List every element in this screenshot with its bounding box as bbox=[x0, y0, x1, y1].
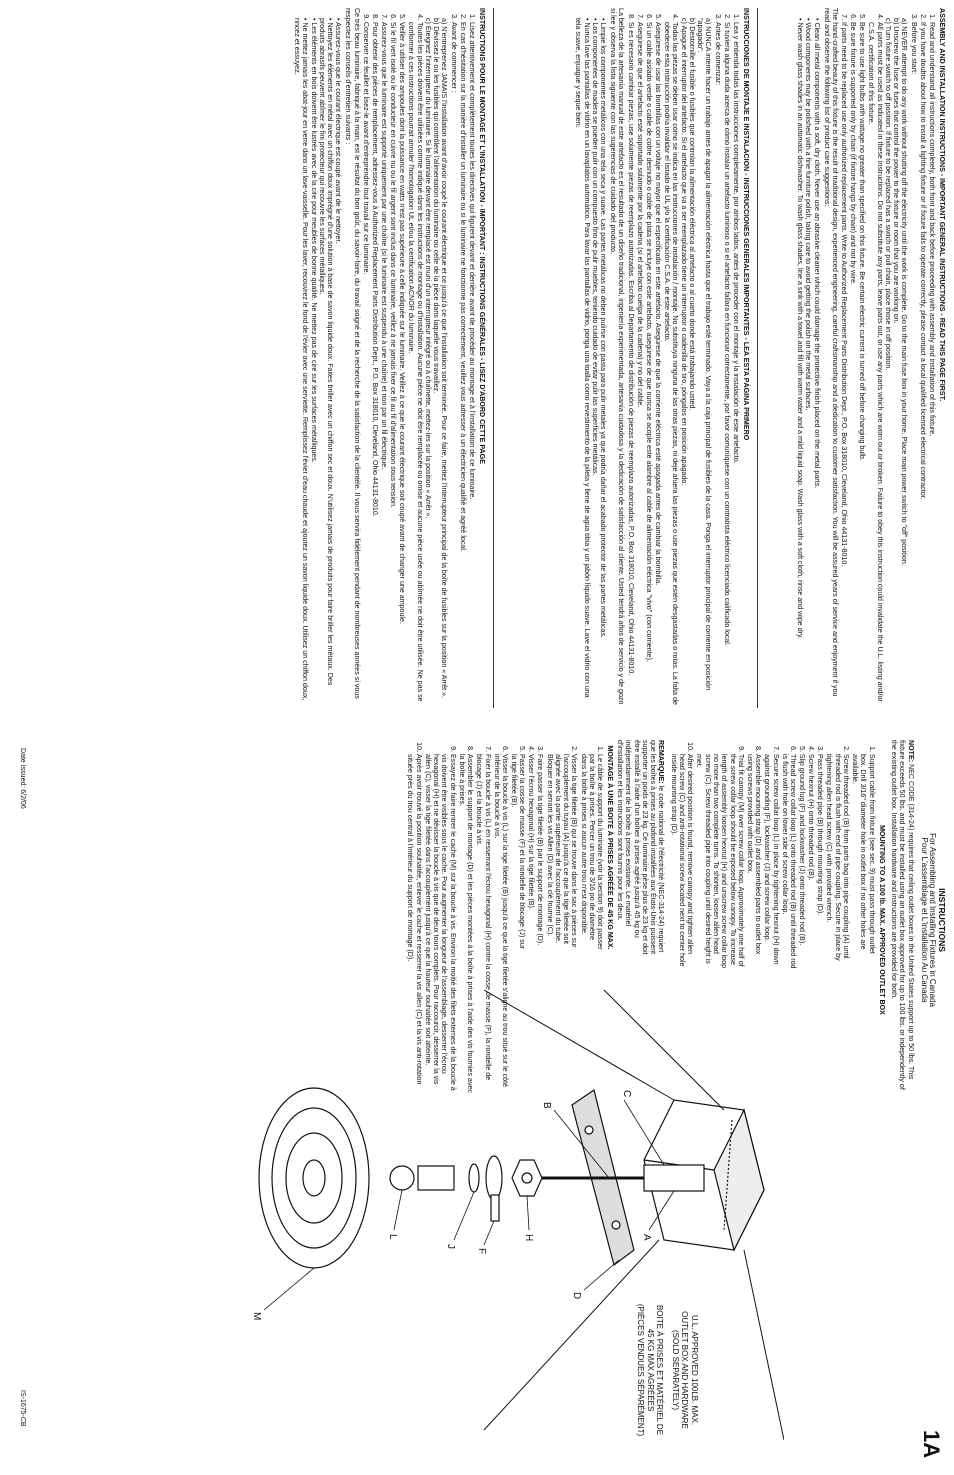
list-item: 3. Avant de commencer : bbox=[449, 22, 457, 708]
list-item: c) Apague el interruptor del artefacto. Si el artefacto que va a ser reemplazado tiene un interruptor o cadenilla de tiro, póngalos en posición apagado. bbox=[679, 18, 688, 486]
list-item: 9. Trial fit canopy (M) over screw collar loop. Approximately one half of the screw collar loop should be exposed below canopy. To increase length of assembly loosen hexnut (H) and unscrew screw collar loop no more than two complete turns. To shorten, loosen allen head screw (C). Screw threaded pipe into coupling until desired height is met. bbox=[695, 754, 745, 969]
list-item: 1. Lea y entienda todas las instrucciones completamente, por ambos lados, antes de proceder con el montaje y la instalación de este artefacto. bbox=[731, 22, 739, 708]
english-section bbox=[796, 8, 946, 708]
list-item: 3. Before you start: bbox=[909, 22, 917, 708]
list-item: 5. Be sure to use light bulbs with wattage no greater than specified on this fixture. Be certain electric current is turned off before changing bulb. bbox=[858, 22, 866, 708]
list-item: 6. Si le fil vert isolé ou le conducteur en cuivre nu ou le fil argent sont inclus dans ce luminaire, veillez à ne jamais fixer ce fil au fil d'alimentation sous tension. bbox=[389, 22, 397, 708]
screw-collar-loop bbox=[390, 1166, 454, 1190]
list-item: 5. Slip ground lug (F) and lockwasher (J) onto threaded rod (B). bbox=[798, 754, 806, 969]
list-item: b) Dévissez le ou les fusibles qui contrôlent l'alimentation du luminaire ou celle de la pièce dans laquelle vous travaillez. bbox=[432, 18, 441, 394]
list-item: 4. Toutes les pièces doivent être utilisées comme indiqué dans les instructions de montage ou d'installation. Aucune pièce ne doit être remplacée ou omise et aucune pièce usée ou abîmée ne doit être utilisée. Ne pas se conformer à ces instructions pourrait annuler l'homologation UL et/ou la certification ACNOR du luminaire. bbox=[407, 22, 424, 708]
list-item: 4. Screw hexnut (H) onto threaded rod (B). bbox=[807, 754, 815, 969]
divider bbox=[757, 8, 758, 708]
list-item: • Les éléments en bois doivent être lustrés avec de la cire pour meubles de bonne qualité. Ne mettez pas de cire sur les surfaces métalliques. bbox=[309, 18, 318, 463]
list-item: 8. Assemble mounting strap (D) and assembled parts to outlet box using screws provided with outlet box. bbox=[746, 754, 763, 969]
list-item: • Assurez-vous que le courant électrique est coupé avant de le nettoyer. bbox=[334, 18, 343, 244]
label-j: J bbox=[445, 1244, 456, 1249]
list-item: 7. If parts need to be replaced use only authorized replacement parts. Write to Authorized Replacement Parts Distribution Dept., P.O. Box 318010, Cleveland, Ohio 44131-8010. bbox=[840, 22, 848, 708]
list-item: 1. Lisez attentivement et complètement toutes les directives qui figurent devant et derrière avant de procéder au montage et à l'installation de ce luminaire. bbox=[467, 22, 475, 708]
list-item: a) N'entreprenez JAMAIS l'installation avant d'avoir coupé le courant électrique et ce jusqu'à ce que l'installation soit terminée. Pour ce faire, mettez l'interrupteur principal de la boîte de fusibles sur la position « Arrêt ». bbox=[440, 18, 449, 699]
doc-code: IS-1675-CB bbox=[19, 1390, 26, 1427]
callout-line: 45 KG MAX AGRÉÉES bbox=[646, 1328, 655, 1412]
spanish-items-2 bbox=[626, 8, 679, 708]
callout-line: U.L. APPROVED 100LB. MAX. bbox=[690, 1314, 699, 1426]
list-item: 8. Assembler le support de montage (D) et les pièces montées à la boîte à prises à l'aide des vis fournies avec la boîte à prises. bbox=[458, 754, 475, 1100]
spanish-items bbox=[713, 8, 739, 708]
list-item: c) Éteignez l'interrupteur du luminaire. Si le luminaire devant être remplacé est muni d'un interrupteur intégré ou à chaînette, mettez-les sur la position « Arrêt ». bbox=[423, 18, 432, 519]
list-item: 1. Read and understand all instructions completely, both front and back before proceeding with assembly and installation of this fixture. bbox=[927, 22, 935, 708]
callout-line: BOITE À PRISES ET MATÉRIEL DE bbox=[655, 1304, 665, 1436]
note-label: NOTE: bbox=[906, 740, 915, 763]
list-item: 3. Faire passer la tige filetée (B) par le support de montage (D). bbox=[536, 754, 544, 954]
english-heading: ASSEMBLY AND INSTALLATION INSTRUCTIONS - IMPORTANT GENERAL INSTRUCTIONS - READ THIS PAGE FIRST. bbox=[938, 8, 946, 402]
list-item: • Ne mettez jamais les abat-jour en verre dans un lave-vaisselle. Pour les laver, recouvrez le fond de l'évier avec une serviette. Remplissez l'évier d'eau chaude et ajoutez un savon liquide doux. Utilisez un chiffon doux, rincez et essuyez. bbox=[293, 18, 310, 701]
french-items bbox=[449, 8, 475, 708]
list-item: 7. Assurez-vous que le luminaire est supporté uniquement par une chaîne (si le luminaire est suspendu à une chaîne) et non par un fil électrique. bbox=[380, 22, 388, 708]
canopy bbox=[259, 1088, 369, 1268]
spanish-heading: INSTRUCCIONES DE MONTAJE E INSTALACION - INSTRUCCIONES GENERALES IMPORTANTES - LEA ESTA PÁGINA PRIMERO bbox=[742, 8, 750, 441]
list-item: 4. Visser l'écrou hexagonal (H) sur la tige filetée (B). bbox=[527, 754, 535, 954]
list-item: 4. All parts must be used as indicated in these instructions. Do not substitute any parts, leave parts out, or use any parts which are worn out or broken. Failure to obey this instruction could invalidate the U.L. listing and/or C.S.A. certification of this fixture. bbox=[867, 22, 884, 708]
page-number: 1A bbox=[919, 1430, 944, 1459]
list-item: 2. Visser la tige filetée (B) qui se trouve dans le sac à pièces sur l'accouplement du tuyau (A) jusqu'à ce que la tige filetée soit alignée avec la partie supérieure de l'accouplement du tube. Bloquer en serrant les vis Allen (D) avec la clé fournie (C). bbox=[545, 754, 578, 954]
list-item: 4. Todas las piezas se deben usar como se indica en las instrucciones de instalación / montaje. No substituya ninguna de las otras piezas, ni deje afuera las piezas o use piezas que estén desgastadas o rotas. La falta de obedecer esta instrucción podría invalidar el listado de UL y/o la certificación C.S.A. de este artefacto. bbox=[663, 22, 680, 708]
list-item: 1. Le câble de support du luminaire (voir la section 9) doit passer par la boîte à prises. Percer un trou de 3/16 po de diamètre dans la boîte à prises si aucun autre trou n'est disponible. bbox=[579, 754, 604, 954]
list-item: • Never wash glass shades in an automatic dishwasher. To wash glass shades, line a sink with a towel and fill with warm water and a mild liquid soap. Wash glass with a soft cloth, rinse and wipe dry. bbox=[796, 18, 805, 639]
list-item: c) Turn fixture switch to off position. If fixture to be replaced has a switch or pull chain, place those in off position. bbox=[883, 18, 892, 371]
list-item: a) NEVER attempt to do any work without shutting off the electricity until the work is complete. Go to the main fuse box in your home. Place main power switch to "off" position. bbox=[900, 18, 909, 566]
callout-line: OUTLET BOX AND HARDWARE bbox=[680, 1311, 690, 1429]
outlet-box-callout bbox=[636, 1290, 699, 1450]
list-item: 2. Si tuviera alguna duda acerca de cómo instalar un artefacto luminoso o si el artefacto fallara en funcionar correctamente, por favor comuníquese con un contratista eléctrico licenciado calificado local. bbox=[722, 22, 730, 708]
list-item: 10. After desired position is found, remove canopy and tighten allen head screw (C) and anti-rotational screw located next to center hole inside mounting strap (D). bbox=[669, 754, 694, 969]
care-intro: The hand-crafted beauty of this fixture is the result of traditional design, experienced engineering, careful craftsmanship and a dedication to customer satisfaction. You will be assured years of service and enjoyment if you read and observe the following list of product care suggestions: bbox=[822, 8, 839, 697]
french-section bbox=[293, 8, 486, 708]
callout-line: (SOLD SEPARATELY) bbox=[671, 1329, 680, 1411]
list-item: 5. Veiller à utiliser des ampoules dont la puissance en watts n'est pas supérieure à celle indiquée sur le luminaire. Veillez à ce que le courant électrique soit coupé avant de changer une ampoule. bbox=[398, 22, 406, 708]
list-item: 5. Passer la cosse de masse (F) et la rondelle de blocage (J) sur la tige filetée (B). bbox=[510, 754, 527, 954]
care-intro: La belleza de la artesanía manual de este artefacto es el resultado de un diseño tradicional, ingeniería experimentada, artesanía cuidadosa y la dedicación de satisfacción al cliente. Usted tendrá años de servicio y de gozo si lee y observa la lista siguiente con las sugerencias de cuidado del producto. bbox=[609, 8, 626, 705]
list-item: 3. Pass threaded pipe (B) through mounting strap (D). bbox=[816, 754, 824, 969]
list-item: 1. Support cable from fixture (see sec. 9) must pass through outlet box. Drill 3/16" diameter hole in outlet box if no other holes are available. bbox=[851, 754, 876, 969]
list-item: 9. Essayez de faire rentrer le cache (M) sur la boucle à vis. Environ la moitié des filets externes de la boucle à vis doivent être visibles sous le cache. Pour augmenter la longueur de l'assemblage, desserrer l'écrou hexagonal (H) et ne dévisser la boucle à vis que de deux tours complets. Pour raccourcir, desserrer la vis allen (C), visser la tige filetée dans l'accouplement jusqu'à ce que la hauteur souhaitée soit atteinte. bbox=[424, 754, 457, 1100]
list-item: • Clean all metal components with a soft, dry cloth. Never use an abrasive cleaner which could damage the protective finish placed on the metal parts. bbox=[812, 18, 821, 489]
instructions-title: INSTRUCTIONS bbox=[937, 888, 947, 952]
remarque-label: REMARQUE: bbox=[657, 740, 666, 784]
list-item: 8. Pour obtenir des pièces de remplacement, adressez-vous à Authorized Replacement Parts Distribution Dept., P.O. Box 318010, Cleveland, Ohio 44131-8010. bbox=[371, 22, 379, 708]
list-item: 10. Après avoir trouvé la position souhaitée, enlever le cache et resserrer la vis allen (C) et la vis anti-rotation située près du trou central à l'intérieur du support de montage (D). bbox=[406, 754, 423, 1100]
list-item: 2. En cas d'hésitation sur la manière d'installer un luminaire ou si le luminaire ne fonctionne pas correctement, veuillez vous adresser à un électricien qualifié et agréé local. bbox=[458, 22, 466, 708]
label-f: F bbox=[476, 1248, 487, 1255]
list-item: 7. Secure screw collar loop (L) in place by tightening hexnut (H) down against grounding (F), lockwasher (J) and screw collar loop. bbox=[763, 754, 780, 969]
list-item: 3. Antes de comenzar: bbox=[713, 22, 721, 708]
label-c: C bbox=[621, 1090, 632, 1098]
list-item: 7. Fixer la boucle à vis (L) en resserrant l'écrou hexagonal (H) contre la cosse de masse (F), la rondelle de blocage (J) et la boucle à vis. bbox=[475, 754, 492, 1100]
list-item: b) Destornille el fusible o fusibles que controlan la alimentación eléctrica al artefacto o al cuarto donde está trabajando usted. bbox=[687, 18, 696, 411]
list-item: 6. Si un cable aislado verde o cable de cobre desnudo o cable de plata se incluye con este artefacto, asegúrese de que nunca se acople este alambre al cable de alimentación eléctrica "vivo" (con corriente). bbox=[644, 22, 652, 708]
list-item: b) Unscrew the fuse or fuses that control the power to the fixture or room that you are working on. bbox=[892, 18, 901, 324]
list-item: • Nunca lave las pantallas de vidrio en un lavaplatos automático. Para lavar las pantallas de vidrio, ponga una toalla como revestimiento de la pileta y llene de agua tibia y un jabón líquido suave. Lave el vidrio con una tela suave, enjuague y seque bien. bbox=[574, 18, 591, 698]
french-items-2 bbox=[361, 8, 423, 708]
label-h: H bbox=[523, 1234, 534, 1242]
remarque-text: le code national de l'électricité (NEC-314-24) requiert que les boîtes à prises au plafond installées aux États-Unis puissent supporter un poids de 23 kg. Ce luminaire pèse plus de 23 kg et doit être installé à l'aide d'un boîtier à prises agréé jusqu'à 45 kg ou indépendamment de la boîte à prises existante. Le matériel d'installation et les instructions sont fournis pour les deux. bbox=[615, 740, 666, 955]
date-issued: Date Issued: 6/2/06 bbox=[19, 748, 26, 809]
instructions-subtitle-fr: Pour L'assemblage et L'installation Au Canada bbox=[919, 837, 929, 1003]
list-item: • Limpie los componentes metálicos con una tela seca y suave. Las partes metálicas no deben pulirse con pasta para pulir metales ya que podría dañar el acabado protector de las partes metálicas. bbox=[599, 18, 608, 638]
list-item: • Nettoyez les éléments en métal avec un chiffon doux imprégné d'une solution à base de savon liquide doux. Faites briller avec un chiffon sec et doux. N'utilisez jamais de produits pour faire briller les métaux. Des produits abrasifs peuvent abîmer le fini protecteur qui recouvre les surfaces métalliques. bbox=[317, 18, 335, 686]
english-items bbox=[909, 8, 935, 708]
french-heading: INSTRUCTIONS POUR LE MONTAGE ET L'INSTALLATION - IMPORTANT : INSTRUCTIONS GÉNÉRALES - LISEZ D'ABORD CETTE PAGE bbox=[478, 8, 486, 464]
list-item: a) NUNCA intente hacer un trabajo antes de apagar la alimentación eléctrica hasta que el trabajo esté terminado. Vaya a la caja principal de fusibles de la casa. Ponga el interruptor principal de corriente en posición "apagado". bbox=[696, 18, 713, 691]
list-item: 9. Conserver ce feuillet et lisez-le avant d'entreprendre tout travail sur ce luminaire. bbox=[361, 22, 369, 708]
mount-heading: MOUNTING TO A 100 lb. MAX. APPROVED OUTLET BOX bbox=[877, 825, 886, 1015]
ground-lug bbox=[469, 1156, 502, 1221]
assembly-diagram bbox=[224, 990, 784, 1440]
instructions-subtitle-en: For Assembling and Installing Fixtures in Canada bbox=[928, 833, 938, 1007]
list-item: 7. Asegúrese de que el artefacto esté soportado solamente por la cadena (si el artefacto cuelga de la cadena) y no del cable. bbox=[635, 22, 643, 708]
label-b: B bbox=[541, 1102, 552, 1109]
english-items-2 bbox=[840, 8, 884, 708]
note-text: NEC CODE (314-24) requires that ceiling outlet boxes in the United States support up to 50 lbs. This fixture exceeds 50 lbs. and must be installed using an outlet box approved for up to 100 lbs. or independently of the existing outlet box. Installation hardware and instructions are provided for both. bbox=[889, 740, 915, 1090]
list-item: 5. Asegúrese de usar las bombillas con un voltaje no mayor que el especificado en este artefacto. Asegúrese de que la corriente eléctrica esté apagada antes de cambiar la bombilla. bbox=[654, 22, 662, 708]
label-d: D bbox=[571, 1292, 582, 1300]
label-m: M bbox=[251, 1312, 262, 1321]
list-item: 6. Visser la boucle à vis (L) sur la tige filetée (B) jusqu'à ce que la tige filetée s'aligne au trou situé sur le côté inférieur de la boucle à vis. bbox=[492, 754, 509, 1100]
list-item: 8. Si es necesario cambiar piezas, use solamente piezas de reemplazo autorizadas. Escriba al Departamento de distribución de piezas de reemplazo autorizadas, P.O. Box 318010, Cleveland, Ohio 44131-8010. bbox=[626, 22, 634, 708]
list-item: 2. If you have doubts about how to install a lighting fixture or if fixture fails to operate correctly, please contact a local qualified licensed electrical contractor. bbox=[918, 22, 926, 708]
care-intro: Ce très beau luminaire, fabriqué à la main, est le résultat du bon goût, du savoir-faire, du travail soigné et de la recherche de la satisfaction de la clientèle. Il vous servira fidèlement pendant de nombreuses années si vous respectez les conseils d'entretien suivants : bbox=[344, 8, 361, 699]
spanish-section bbox=[574, 8, 750, 708]
mount-steps bbox=[669, 740, 875, 969]
callout-line: (PIÈCES VENDUES SÉPARÉMENT) bbox=[636, 1303, 646, 1437]
list-item: • Los componentes de madera se pueden pulir con un compuesto fino de pulir muebles, teniendo cuidado de evitar pulir las superficies metálicas. bbox=[590, 18, 599, 476]
label-l: L bbox=[387, 1234, 398, 1240]
hexnut bbox=[512, 1160, 542, 1196]
list-item: • Wood components may be polished with a fine furniture polish, taking care to avoid getting the polish on the metal surfaces. bbox=[804, 18, 813, 411]
montage-heading: MONTAGE À UNE BOITE À PRISES AGRÉÉE DE 45 KG MAX. bbox=[606, 745, 615, 950]
divider bbox=[493, 8, 494, 708]
label-a: A bbox=[641, 1234, 652, 1241]
list-item: 2. Screw threaded rod (B) from parts bag into pipe coupling (A) until threaded rod is flush with end of pipe coupling. Secure in place by tightening allen head screw (C) with provided wrench. bbox=[825, 754, 850, 969]
list-item: 6. Be sure fixture is supported only by chain (if fixture hangs by chain) and not by wire. bbox=[849, 22, 857, 708]
list-item: 6. Thread screw collar loop (L) onto threaded rod (B) until threaded rod is flush with hole on lower side of screw collar loop. bbox=[780, 754, 797, 969]
